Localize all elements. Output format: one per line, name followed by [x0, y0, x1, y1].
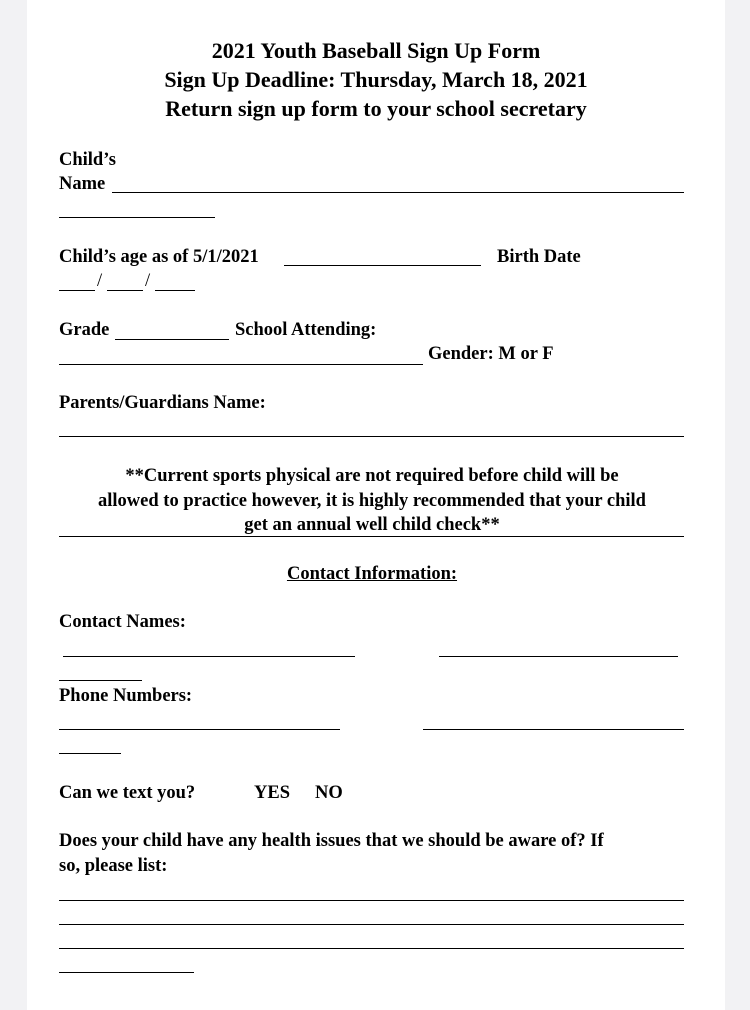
health-issues-question-line2: so, please list:: [59, 856, 168, 876]
physical-note-line1: **Current sports physical are not required before child will be: [125, 466, 619, 486]
child-age-label: Child’s age as of 5/1/2021: [59, 247, 259, 267]
birth-year-line[interactable]: [155, 290, 195, 291]
child-age-line[interactable]: [284, 265, 481, 266]
child-name-line-continued[interactable]: [59, 217, 215, 218]
gender-label: Gender: M or F: [428, 344, 554, 364]
school-attending-label: School Attending:: [235, 320, 377, 340]
text-no-option[interactable]: NO: [315, 783, 343, 803]
child-name-label-line2: Name: [59, 174, 106, 194]
contact-name-line-1[interactable]: [63, 656, 355, 657]
contact-name-line-continued[interactable]: [59, 680, 142, 681]
physical-note-line3: [59, 513, 685, 538]
birth-month-line[interactable]: [59, 290, 95, 291]
child-name-label-line1: Child’s: [59, 150, 116, 170]
date-slash-1: /: [97, 271, 103, 291]
phone-number-line-2[interactable]: [423, 729, 684, 730]
physical-note-line2: allowed to practice however, it is highly recommended that your child: [98, 490, 646, 511]
health-issues-question-line1: Does your child have any health issues that we should be aware of? If: [59, 831, 604, 851]
health-issues-line-3[interactable]: [59, 948, 684, 949]
birth-date-label: Birth Date: [497, 247, 581, 267]
phone-numbers-label: Phone Numbers:: [59, 686, 193, 706]
physical-note-line3-text: get an annual well child check**: [244, 515, 500, 535]
date-slash-2: /: [145, 271, 151, 291]
health-issues-line-1[interactable]: [59, 900, 684, 901]
contact-names-label: Contact Names:: [59, 612, 186, 632]
form-page: [27, 0, 725, 1010]
phone-number-line-continued[interactable]: [59, 753, 121, 754]
contact-name-line-2[interactable]: [439, 656, 678, 657]
contact-information-heading: Contact Information:: [286, 564, 458, 584]
health-issues-line-4[interactable]: [59, 972, 194, 973]
deadline-text: Sign Up Deadline: Thursday, March 18, 2021: [164, 67, 588, 92]
return-instructions: Return sign up form to your school secretary: [165, 96, 587, 121]
grade-label: Grade: [59, 320, 110, 340]
text-permission-label: Can we text you?: [59, 783, 196, 803]
parents-guardians-line[interactable]: [59, 436, 684, 437]
school-attending-line[interactable]: [59, 364, 423, 365]
form-title: 2021 Youth Baseball Sign Up Form: [211, 38, 541, 63]
grade-line[interactable]: [115, 339, 229, 340]
phone-number-line-1[interactable]: [59, 729, 340, 730]
child-name-line[interactable]: [112, 192, 684, 193]
text-yes-option[interactable]: YES: [254, 783, 290, 803]
birth-day-line[interactable]: [107, 290, 143, 291]
health-issues-line-2[interactable]: [59, 924, 684, 925]
parents-guardians-label: Parents/Guardians Name:: [59, 393, 266, 413]
